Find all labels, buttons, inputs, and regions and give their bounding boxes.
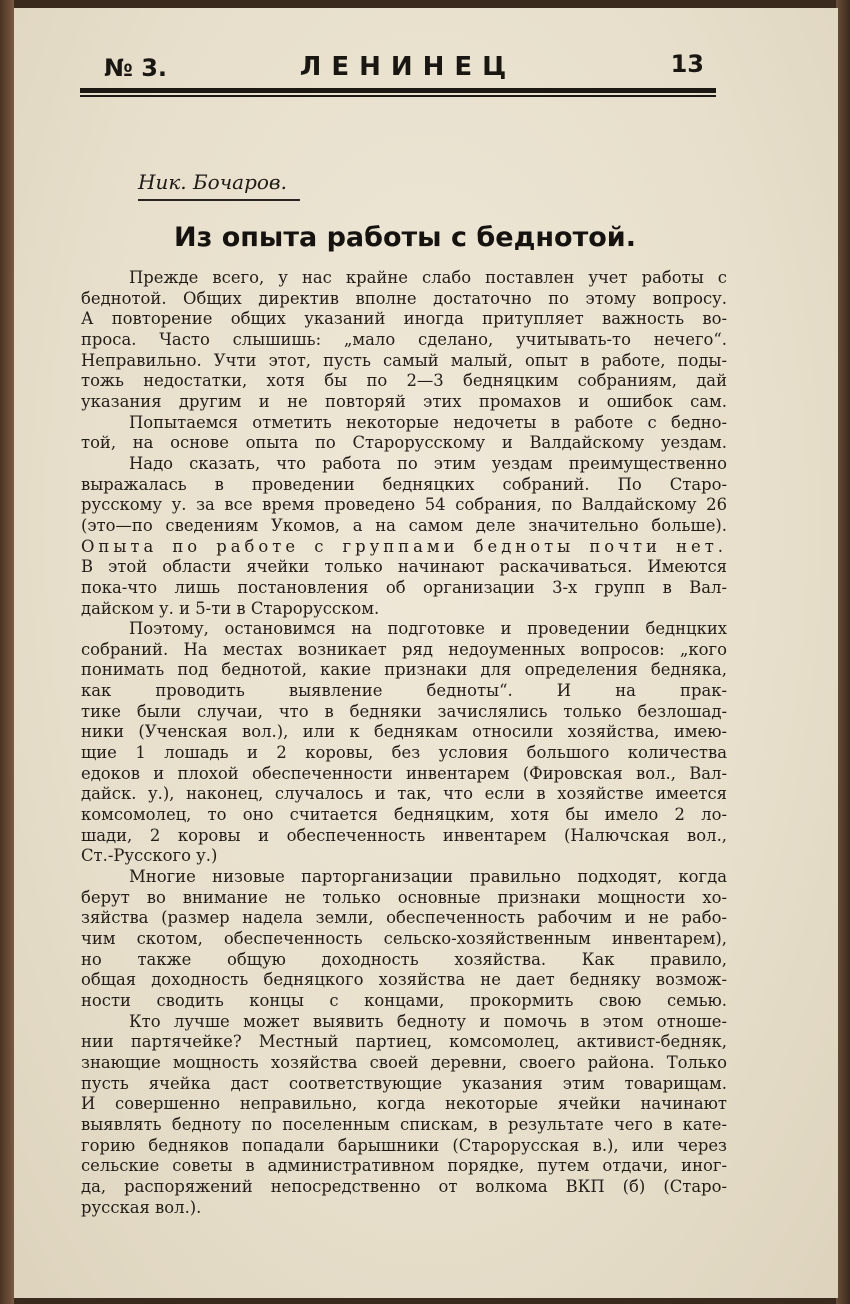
body-line: (это—по сведениям Укомов, а на самом деле значительно больше). <box>81 515 727 535</box>
body-line: сельские советы в административном порядке, путем отдачи, иног- <box>81 1156 727 1176</box>
body-line: ности сводить концы с концами, прокормить свою семью. <box>81 990 727 1010</box>
body-line: понимать под беднотой, какие признаки для определения бедняка, <box>81 660 727 680</box>
body-line: чим скотом, обеспеченность сельско-хозяйственным инвентарем), <box>81 929 727 948</box>
body-line: шади, 2 коровы и обеспеченность инвентарем (Налючская вол., <box>81 825 727 845</box>
body-line: А повторение общих указаний иногда притупляет важность во- <box>81 309 727 329</box>
body-line: И совершенно неправильно, когда некоторые ячейки начинают <box>81 1094 727 1114</box>
body-line: русская вол.). <box>81 1197 202 1217</box>
body-line: зяйства (размер надела земли, обеспеченность рабочим и не рабо- <box>81 908 727 928</box>
body-line: ники (Ученская вол.), или к беднякам относили хозяйства, имею- <box>81 722 727 742</box>
body-line: да, распоряжений непосредственно от волкома ВКП (б) (Старо- <box>81 1176 727 1196</box>
body-line: пока-что лишь постановления об организации 3-х групп в Вал- <box>81 577 727 597</box>
page-number: 13 <box>670 50 704 78</box>
body-line: Неправильно. Учти этот, пусть самый малый, опыт в работе, поды- <box>81 350 727 370</box>
body-line: Многие низовые парторганизации правильно подходят, когда <box>129 867 727 887</box>
body-line: едоков и плохой обеспеченности инвентарем (Фировская вол., Вал- <box>81 763 727 783</box>
body-line: проса. Часто слышишь: „мало сделано, учитывать-то нечего“. <box>81 329 727 349</box>
running-header <box>88 48 728 88</box>
body-line: указания другим и не повторяй этих промахов и ошибок сам. <box>81 391 727 411</box>
author-underline <box>138 199 300 201</box>
body-line: берут во внимание не только основные признаки мощности хо- <box>81 887 727 907</box>
body-line: тожь недостатки, хотя бы по 2—3 бедняцким собраниям, дай <box>81 371 727 391</box>
body-line: пусть ячейка даст соответствующие указания этим товарищам. <box>81 1073 727 1093</box>
body-line: беднотой. Общих директив вполне достаточно по этому вопросу. <box>81 288 727 308</box>
body-line: Поэтому, остановимся на подготовке и проведении беднцких <box>129 619 727 639</box>
body-line: щие 1 лошадь и 2 коровы, без условия большого количества <box>81 743 727 763</box>
body-line: выражалась в проведении бедняцких собраний. По Старо- <box>81 474 727 494</box>
body-line: нии партячейке? Местный партиец, комсомолец, активист-бедняк, <box>81 1032 727 1052</box>
body-line: В этой области ячейки только начинают раскачиваться. Имеются <box>81 557 727 577</box>
article-title: Из опыта работы с беднотой. <box>174 222 636 253</box>
issue-number: № 3. <box>104 54 168 82</box>
header-rule-thick <box>80 88 716 93</box>
body-line: той, на основе опыта по Старорусскому и Валдайскому уездам. <box>81 433 727 453</box>
body-line: общая доходность бедняцкого хозяйства не дает бедняку возмож- <box>81 970 727 990</box>
body-line: Попытаемся отметить некоторые недочеты в работе с бедно- <box>129 412 727 432</box>
body-line: дайск. у.), наконец, случалось и так, что если в хозяйстве имеется <box>81 784 727 804</box>
body-line: выявлять бедноту по поселенным спискам, в результате чего в кате- <box>81 1114 727 1134</box>
article-body <box>81 268 727 1218</box>
body-line: знающие мощность хозяйства своей деревни, своего района. Только <box>81 1052 727 1072</box>
body-line: русскому у. за все время проведено 54 собрания, по Валдайскому 26 <box>81 495 727 515</box>
body-line: как проводить выявление бедноты“. И на прак- <box>81 681 727 701</box>
body-line: Ст.-Русского у.) <box>81 846 218 866</box>
body-line: Кто лучше может выявить бедноту и помочь в этом отноше- <box>129 1011 727 1031</box>
body-line: комсомолец, то оно считается бедняцким, хотя бы имело 2 ло- <box>81 805 727 825</box>
body-line: горию бедняков попадали барышники (Старорусская в.), или через <box>81 1135 727 1155</box>
body-line: но также общую доходность хозяйства. Как правило, <box>81 949 727 969</box>
book-edge-right <box>836 0 850 1304</box>
body-line: Опыта по работе с группами бедноты почти нет. <box>81 536 727 556</box>
body-line: Надо сказать, что работа по этим уездам преимущественно <box>129 453 727 473</box>
book-spine-shadow-left <box>0 0 14 1304</box>
journal-title: ЛЕНИНЕЦ <box>299 52 517 82</box>
header-rule-thin <box>80 95 716 97</box>
body-line: тике были случаи, что в бедняки зачислялись только безлошад- <box>81 701 727 721</box>
body-line: собраний. На местах возникает ряд недоуменных вопросов: „кого <box>81 639 727 659</box>
body-line: дайском у. и 5-ти в Старорусском. <box>81 598 380 618</box>
article-author: Ник. Бочаров. <box>138 170 287 194</box>
body-line: Прежде всего, у нас крайне слабо поставлен учет работы с <box>129 268 727 287</box>
